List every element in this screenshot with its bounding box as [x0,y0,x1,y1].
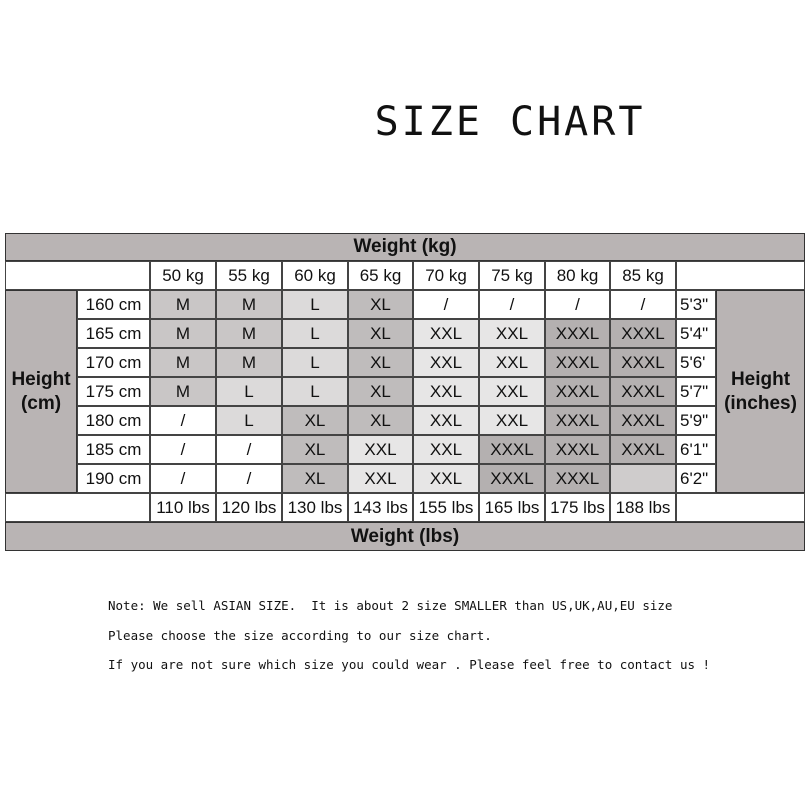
size-cell: M [150,377,216,406]
height-cm-cell: 175 cm [77,377,150,406]
height-inches-header-line: (inches) [724,392,797,414]
size-cell: XXXL [610,319,676,348]
size-cell: XXL [413,348,479,377]
size-cell: XXL [479,319,545,348]
size-cell: M [150,319,216,348]
height-inches-cell: 6'1" [676,435,716,464]
size-cell: L [216,377,282,406]
size-cell: XXXL [610,406,676,435]
size-cell: / [150,464,216,493]
weight-kg-cell: 80 kg [545,261,610,290]
height-cm-cell: 165 cm [77,319,150,348]
weight-lbs-cell: 110 lbs [150,493,216,522]
size-cell: / [479,290,545,319]
size-cell: XL [348,377,413,406]
size-cell: XXXL [545,435,610,464]
page-title: SIZE CHART [374,99,646,145]
weight-lbs-cell: 188 lbs [610,493,676,522]
size-cell: / [545,290,610,319]
height-inches-cell: 5'3" [676,290,716,319]
weight-lbs-cell: 155 lbs [413,493,479,522]
weight-lbs-cell: 165 lbs [479,493,545,522]
size-cell: XXL [413,435,479,464]
size-cell: / [216,464,282,493]
size-cell: XL [348,290,413,319]
height-inches-cell: 5'9" [676,406,716,435]
size-cell: M [150,290,216,319]
size-cell: / [610,290,676,319]
weight-lbs-header: Weight (lbs) [5,522,805,551]
height-inches-cell: 5'4" [676,319,716,348]
size-cell: XXL [413,406,479,435]
size-cell: XXL [413,377,479,406]
size-cell: XXXL [545,319,610,348]
size-cell: XL [282,464,348,493]
size-cell: M [216,290,282,319]
weight-kg-cell: 75 kg [479,261,545,290]
note-line-3: If you are not sure which size you could wear . Please feel free to contact us ! [108,657,711,672]
corner-top-right [676,261,805,290]
size-cell: XXXL [479,464,545,493]
size-cell: XXL [479,348,545,377]
weight-kg-cell: 85 kg [610,261,676,290]
weight-kg-cell: 55 kg [216,261,282,290]
height-cm-header [5,290,77,493]
height-inches-header-line: Height [730,368,791,390]
size-cell: / [413,290,479,319]
height-inches-cell: 6'2" [676,464,716,493]
note-line-1: Note: We sell ASIAN SIZE. It is about 2 size SMALLER than US,UK,AU,EU size [108,598,673,613]
height-cm-header-line: Height [11,368,71,390]
corner-bottom-left [5,493,150,522]
size-cell: XXXL [545,377,610,406]
size-cell: XXXL [545,464,610,493]
size-cell: XL [348,319,413,348]
weight-kg-header: Weight (kg) [5,233,805,261]
size-cell: M [150,348,216,377]
height-cm-header-line: (cm) [20,392,62,414]
size-cell: XXXL [610,348,676,377]
weight-lbs-cell: 120 lbs [216,493,282,522]
weight-lbs-cell: 130 lbs [282,493,348,522]
size-cell: L [282,348,348,377]
weight-kg-cell: 60 kg [282,261,348,290]
weight-kg-cell: 70 kg [413,261,479,290]
size-cell: XXL [413,464,479,493]
weight-kg-cell: 65 kg [348,261,413,290]
weight-lbs-cell: 175 lbs [545,493,610,522]
size-cell: L [282,319,348,348]
size-cell: XXXL [545,406,610,435]
size-cell: / [150,406,216,435]
size-chart-table [5,233,805,551]
size-cell: XXXL [545,348,610,377]
weight-lbs-cell: 143 lbs [348,493,413,522]
size-cell: XXL [479,377,545,406]
note-line-2: Please choose the size according to our size chart. [108,628,492,643]
size-cell: / [216,435,282,464]
size-cell: XL [348,348,413,377]
size-cell: XL [348,406,413,435]
height-cm-cell: 185 cm [77,435,150,464]
corner-top-left [5,261,150,290]
size-cell: M [216,348,282,377]
size-cell: XXL [348,464,413,493]
size-cell: XXL [348,435,413,464]
height-inches-header [716,290,805,493]
size-cell: XL [282,406,348,435]
size-cell: / [150,435,216,464]
weight-kg-cell: 50 kg [150,261,216,290]
size-cell: M [216,319,282,348]
size-cell: XXL [413,319,479,348]
size-cell: L [282,377,348,406]
height-cm-cell: 190 cm [77,464,150,493]
height-cm-cell: 170 cm [77,348,150,377]
size-cell [610,464,676,493]
size-cell: L [216,406,282,435]
size-cell: XXXL [610,377,676,406]
height-cm-cell: 160 cm [77,290,150,319]
size-cell: XXL [479,406,545,435]
size-cell: XL [282,435,348,464]
corner-bottom-right [676,493,805,522]
size-cell: XXXL [610,435,676,464]
height-inches-cell: 5'7" [676,377,716,406]
height-cm-cell: 180 cm [77,406,150,435]
size-cell: L [282,290,348,319]
height-inches-cell: 5'6' [676,348,716,377]
size-cell: XXXL [479,435,545,464]
